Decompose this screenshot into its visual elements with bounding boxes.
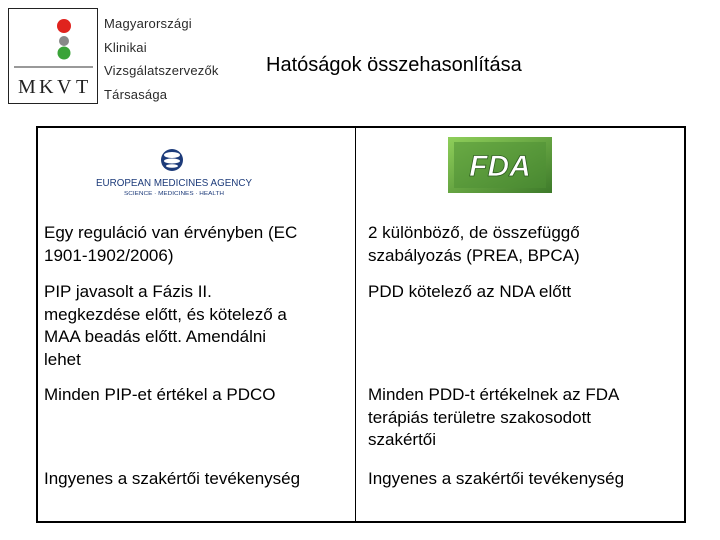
column-divider [355,128,356,521]
red-dot-icon [57,19,71,33]
organization-name-line: Vizsgálatszervezők [104,63,219,78]
table-cell-right [368,468,624,491]
cell-line: megkezdése előtt, és kötelező a [44,304,287,324]
organization-logo [8,8,98,104]
cell-line: Egy reguláció van érvényben (EC [44,223,298,242]
cell-line: terápiás területre szakosodott [368,407,592,427]
logo-letter-t: T [76,76,89,98]
cell-line: PIP javasolt a Fázis II. [44,282,212,301]
table-cell-right [368,222,580,267]
cell-line: Ingyenes a szakértői tevékenység [44,469,301,488]
cell-line: PDD kötelező az NDA előtt [368,282,572,301]
logo-letter-m: M [18,76,36,98]
organization-name-line: Magyarországi [104,16,192,31]
cell-line: szabályozás (PREA, BPCA) [368,245,580,265]
fda-logo [448,137,552,193]
ema-logo [94,146,254,198]
table-cell-left [44,468,300,491]
cell-line: 2 különböző, de összefüggő [368,223,580,242]
cell-line: Ingyenes a szakértői tevékenység [368,469,625,488]
table-cell-left [44,281,287,371]
ema-logo-name: EUROPEAN MEDICINES AGENCY [96,177,252,189]
table-cell-left [44,222,297,267]
cell-line: Minden PDD-t értékelnek az FDA [368,385,620,404]
ema-logo-tagline: SCIENCE · MEDICINES · HEALTH [124,191,225,197]
cell-line: lehet [44,349,81,369]
logo-letter-k: K [39,76,54,98]
gray-dot-icon [59,36,69,46]
cell-line: szakértői [368,430,437,449]
table-cell-right [368,384,619,452]
organization-name [104,12,219,106]
organization-name-line: Klinikai [104,39,147,55]
fda-logo-text: FDA [469,150,531,183]
logo-letter-v: V [57,76,72,98]
table-cell-left [44,384,275,407]
green-dot-icon [58,47,71,60]
cell-line: MAA beadás előtt. Amendálni [44,327,267,346]
cell-line: Minden PIP-et értékel a PDCO [44,385,276,404]
comparison-table [36,126,686,523]
ema-emblem-icon [161,149,183,171]
table-cell-right [368,281,571,304]
page-title: Hatóságok összehasonlítása [266,54,522,76]
cell-line: 1901-1902/2006) [44,245,174,265]
organization-name-line: Társasága [104,86,168,102]
organization-logo-graphic [9,9,97,103]
